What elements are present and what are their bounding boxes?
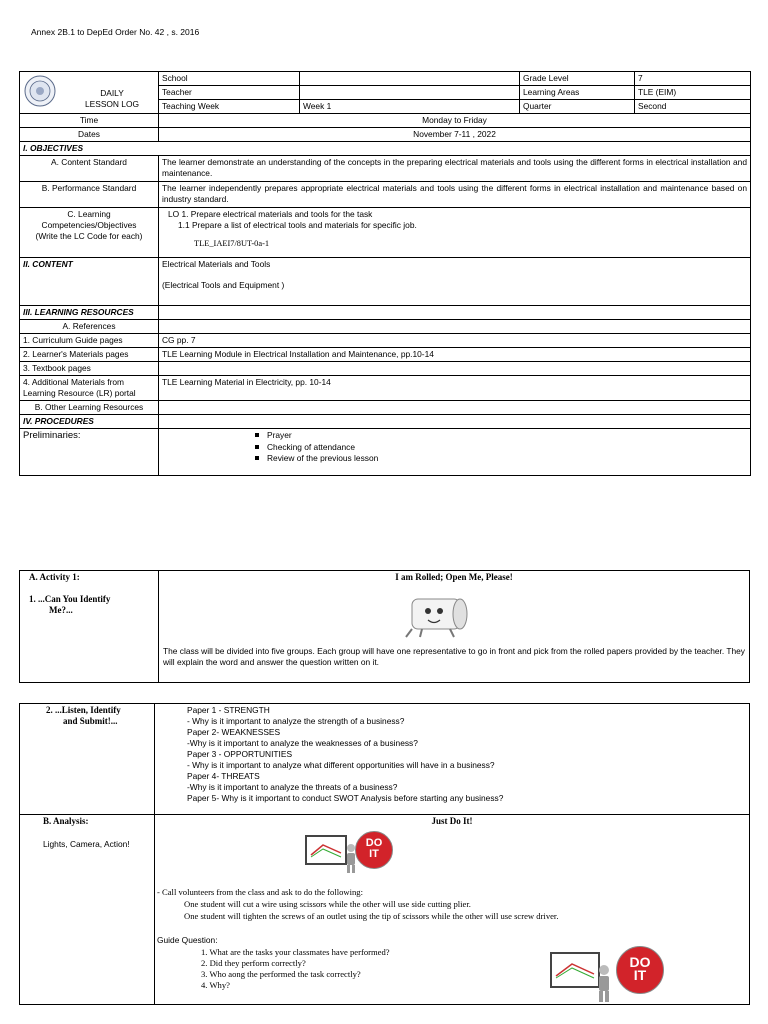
activity-description: The class will be divided into five groups. Each group will have one representative to go in front and pick from the rolled papers provided by the teacher. They will explain the word and answer the question written on it. [163, 646, 745, 667]
time-value: Monday to Friday [159, 114, 751, 128]
activity-sub-label-1: 1. ...Can You Identify [29, 594, 111, 604]
whiteboard-icon [550, 952, 600, 988]
competency-code: TLE_IAEI7/8UT-0a-1 [194, 239, 270, 248]
competencies-label-1: C. Learning [67, 209, 111, 219]
list-item: Review of the previous lesson [253, 453, 747, 465]
preliminaries-list-cell [159, 429, 751, 476]
competency-sub: 1.1 Prepare a list of electrical tools and materials for specific job. [178, 220, 417, 230]
learners-materials-value: TLE Learning Module in Electrical Installation and Maintenance, pp.10-14 [159, 348, 751, 362]
analysis-content-cell [155, 815, 750, 1005]
list-item: - Why is it important to analyze what different opportunities will have in a business? [187, 760, 495, 770]
quarter-value: Second [635, 100, 751, 114]
teacher-value [300, 86, 520, 100]
list-item: - Why is it important to analyze the strength of a business? [187, 716, 405, 726]
activity-sub-label-2: Me?... [49, 605, 73, 615]
content-standard-label: A. Content Standard [20, 156, 159, 182]
activity-label: A. Activity 1: [29, 572, 80, 582]
references-label: A. References [20, 320, 159, 334]
list-item: 4. Why? [201, 980, 230, 990]
analysis-task-1: One student will cut a wire using scissors while the other will use side cutting plier. [184, 899, 471, 909]
annex-header: Annex 2B.1 to DepEd Order No. 42 , s. 2016 [31, 27, 200, 37]
list-item: Paper 4- THREATS [187, 771, 260, 781]
daily-lesson-log-table [19, 71, 751, 476]
analysis-task-2: One student will tighten the screws of an outlet using the tip of scissors while the other will use screw driver. [184, 911, 559, 921]
list-item: Prayer [253, 430, 747, 442]
performance-standard-label: B. Performance Standard [20, 182, 159, 208]
dll-title-line1: DAILY [100, 88, 124, 98]
time-label: Time [20, 114, 159, 128]
competencies-label [20, 208, 159, 258]
additional-materials-value: TLE Learning Material in Electricity, pp. 10-14 [159, 376, 751, 401]
listen-label-2: and Submit!... [63, 716, 118, 726]
content-value-2: (Electrical Tools and Equipment ) [162, 280, 285, 290]
teacher-label: Teacher [159, 86, 300, 100]
resources-heading: III. LEARNING RESOURCES [20, 306, 159, 320]
activity-label-cell [20, 571, 159, 683]
activity-table [19, 570, 750, 683]
list-item: 1. What are the tasks your classmates have performed? [201, 947, 390, 957]
grade-label: Grade Level [520, 72, 635, 86]
list-item: -Why is it important to analyze the threats of a business? [187, 782, 398, 792]
list-item: Checking of attendance [253, 442, 747, 454]
textbook-label: 3. Textbook pages [20, 362, 159, 376]
list-item: 2. Did they perform correctly? [201, 958, 306, 968]
list-item: -Why is it important to analyze the weaknesses of a business? [187, 738, 418, 748]
curriculum-guide-label: 1. Curriculum Guide pages [20, 334, 159, 348]
competencies-value [159, 208, 751, 258]
dll-title-cell [20, 72, 159, 114]
procedures-heading: IV. PROCEDURES [20, 415, 159, 429]
list-item: Paper 5- Why is it important to conduct SWOT Analysis before starting any business? [187, 793, 504, 803]
activity-content-cell [159, 571, 750, 683]
content-standard-value: The learner demonstrate an understanding of the concepts in the preparing electrical materials and tools using the different forms in electrical installation and maintenance. [159, 156, 751, 182]
week-value: Week 1 [300, 100, 520, 114]
list-item: 3. Who aong the performed the task correctly? [201, 969, 361, 979]
area-value: TLE (EIM) [635, 86, 751, 100]
activity-title: I am Rolled; Open Me, Please! [395, 572, 513, 582]
listen-label-cell [20, 704, 155, 815]
content-value [159, 258, 751, 306]
analysis-label: B. Analysis: [43, 816, 89, 826]
analysis-sub: Lights, Camera, Action! [43, 839, 130, 849]
analysis-intro: - Call volunteers from the class and ask to do the following: [157, 887, 363, 897]
do-it-graphic: DO IT [305, 829, 393, 873]
learners-materials-label: 2. Learner's Materials pages [20, 348, 159, 362]
guide-question-label: Guide Question: [157, 935, 218, 945]
guide-questions-list [201, 947, 390, 991]
competency-lo: LO 1. Prepare electrical materials and tools for the task [168, 209, 373, 219]
preliminaries-label: Preliminaries: [20, 429, 159, 476]
content-heading: II. CONTENT [20, 258, 159, 306]
other-resources-label: B. Other Learning Resources [20, 401, 159, 415]
curriculum-guide-value: CG pp. 7 [159, 334, 751, 348]
dates-label: Dates [20, 128, 159, 142]
week-label: Teaching Week [159, 100, 300, 114]
listen-label-1: 2. ...Listen, Identify [46, 705, 121, 715]
papers-cell [155, 704, 750, 815]
competencies-label-3: (Write the LC Code for each) [35, 231, 143, 241]
content-value-1: Electrical Materials and Tools [162, 259, 271, 269]
dates-value: November 7-11 , 2022 [159, 128, 751, 142]
grade-value: 7 [635, 72, 751, 86]
rolled-paper-icon [402, 593, 474, 639]
objectives-heading: I. OBJECTIVES [20, 142, 751, 156]
additional-materials-label: 4. Additional Materials from Learning Resource (LR) portal [20, 376, 159, 401]
analysis-title: Just Do It! [431, 816, 473, 826]
school-value [300, 72, 520, 86]
list-item: Paper 3 - OPPORTUNITIES [187, 749, 293, 759]
person-icon [594, 964, 614, 1002]
preliminaries-list [253, 430, 747, 465]
dll-title-line2: LESSON LOG [85, 99, 139, 109]
whiteboard-icon [305, 835, 347, 865]
area-label: Learning Areas [520, 86, 635, 100]
analysis-table [19, 703, 750, 1005]
list-item: Paper 2- WEAKNESSES [187, 727, 281, 737]
deped-seal-icon [24, 75, 56, 107]
do-it-graphic: DO IT [550, 946, 680, 1002]
competencies-label-2: Competencies/Objectives [41, 220, 137, 230]
list-item: Paper 1 - STRENGTH [187, 705, 270, 715]
school-label: School [159, 72, 300, 86]
performance-standard-value: The learner independently prepares appropriate electrical materials and tools using the different forms in electrical installation and maintenance based on industry standard. [159, 182, 751, 208]
quarter-label: Quarter [520, 100, 635, 114]
analysis-label-cell [20, 815, 155, 1005]
